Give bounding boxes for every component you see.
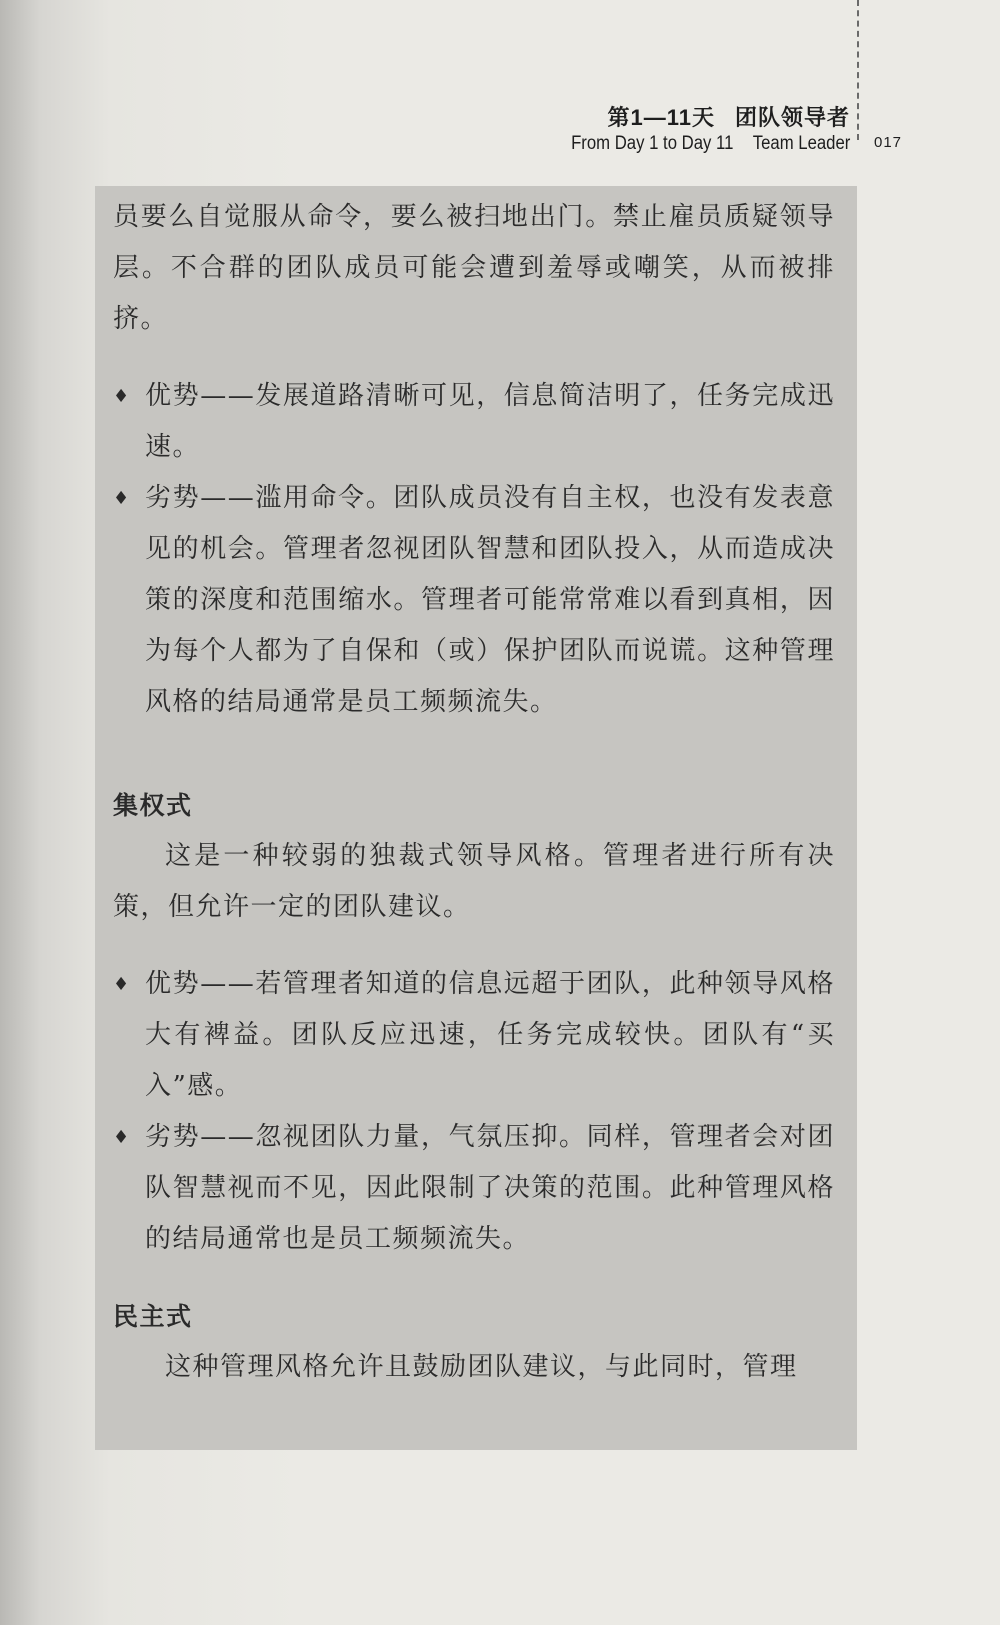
header-english — [571, 132, 850, 156]
centralized-pro-item: ♦ 优势——若管理者知道的信息远超于团队，此种领导风格大有裨益。团队反应迅速，任务完成较快。团队有“买入”感。 — [113, 959, 835, 1112]
header-title-en: Team Leader — [752, 133, 850, 154]
centralized-heading: 集权式 — [113, 791, 193, 820]
centralized-con-item: ♦ 劣势——忽视团队力量，气氛压抑。同样，管理者会对团队智慧视而不见，因此限制了决策的范围。此种管理风格的结局通常也是员工频频流失。 — [113, 1112, 835, 1265]
democratic-paragraph: 这种管理风格允许且鼓励团队建议，与此同时，管理 — [165, 1352, 798, 1382]
header-title-cn: 团队领导者 — [734, 105, 850, 130]
header-chapter-cn: 第1—11天 — [607, 105, 715, 130]
body-text — [113, 192, 835, 1393]
spacer — [113, 345, 835, 371]
running-header — [533, 104, 850, 156]
header-chinese — [533, 104, 850, 132]
centralized-paragraph: 这是一种较弱的独裁式领导风格。管理者进行所有决策，但允许一定的团队建议。 — [113, 841, 835, 922]
shaded-text-box — [95, 186, 857, 1450]
authoritarian-con-item: ♦ 劣势——滥用命令。团队成员没有自主权，也没有发表意见的机会。管理者忽视团队智慧和团队投入，从而造成决策的深度和范围缩水。管理者可能常常难以看到真相，因为每个人都为了自保和（或）保护团队而说谎。这种管理风格的结局通常是员工频频流失。 — [113, 473, 835, 728]
spacer — [113, 728, 835, 780]
spacer — [113, 933, 835, 959]
democratic-heading: 民主式 — [113, 1302, 193, 1331]
authoritarian-pro-item: ♦ 优势——发展道路清晰可见，信息简洁明了，任务完成迅速。 — [113, 371, 835, 473]
page-number: 017 — [874, 134, 903, 151]
header-chapter-en: From Day 1 to Day 11 — [570, 133, 734, 154]
fold-line — [857, 0, 859, 140]
intro-paragraph: 员要么自觉服从命令，要么被扫地出门。禁止雇员质疑领导层。不合群的团队成员可能会遭到羞辱或嘲笑，从而被排挤。 — [113, 202, 835, 334]
spacer — [113, 1265, 835, 1291]
